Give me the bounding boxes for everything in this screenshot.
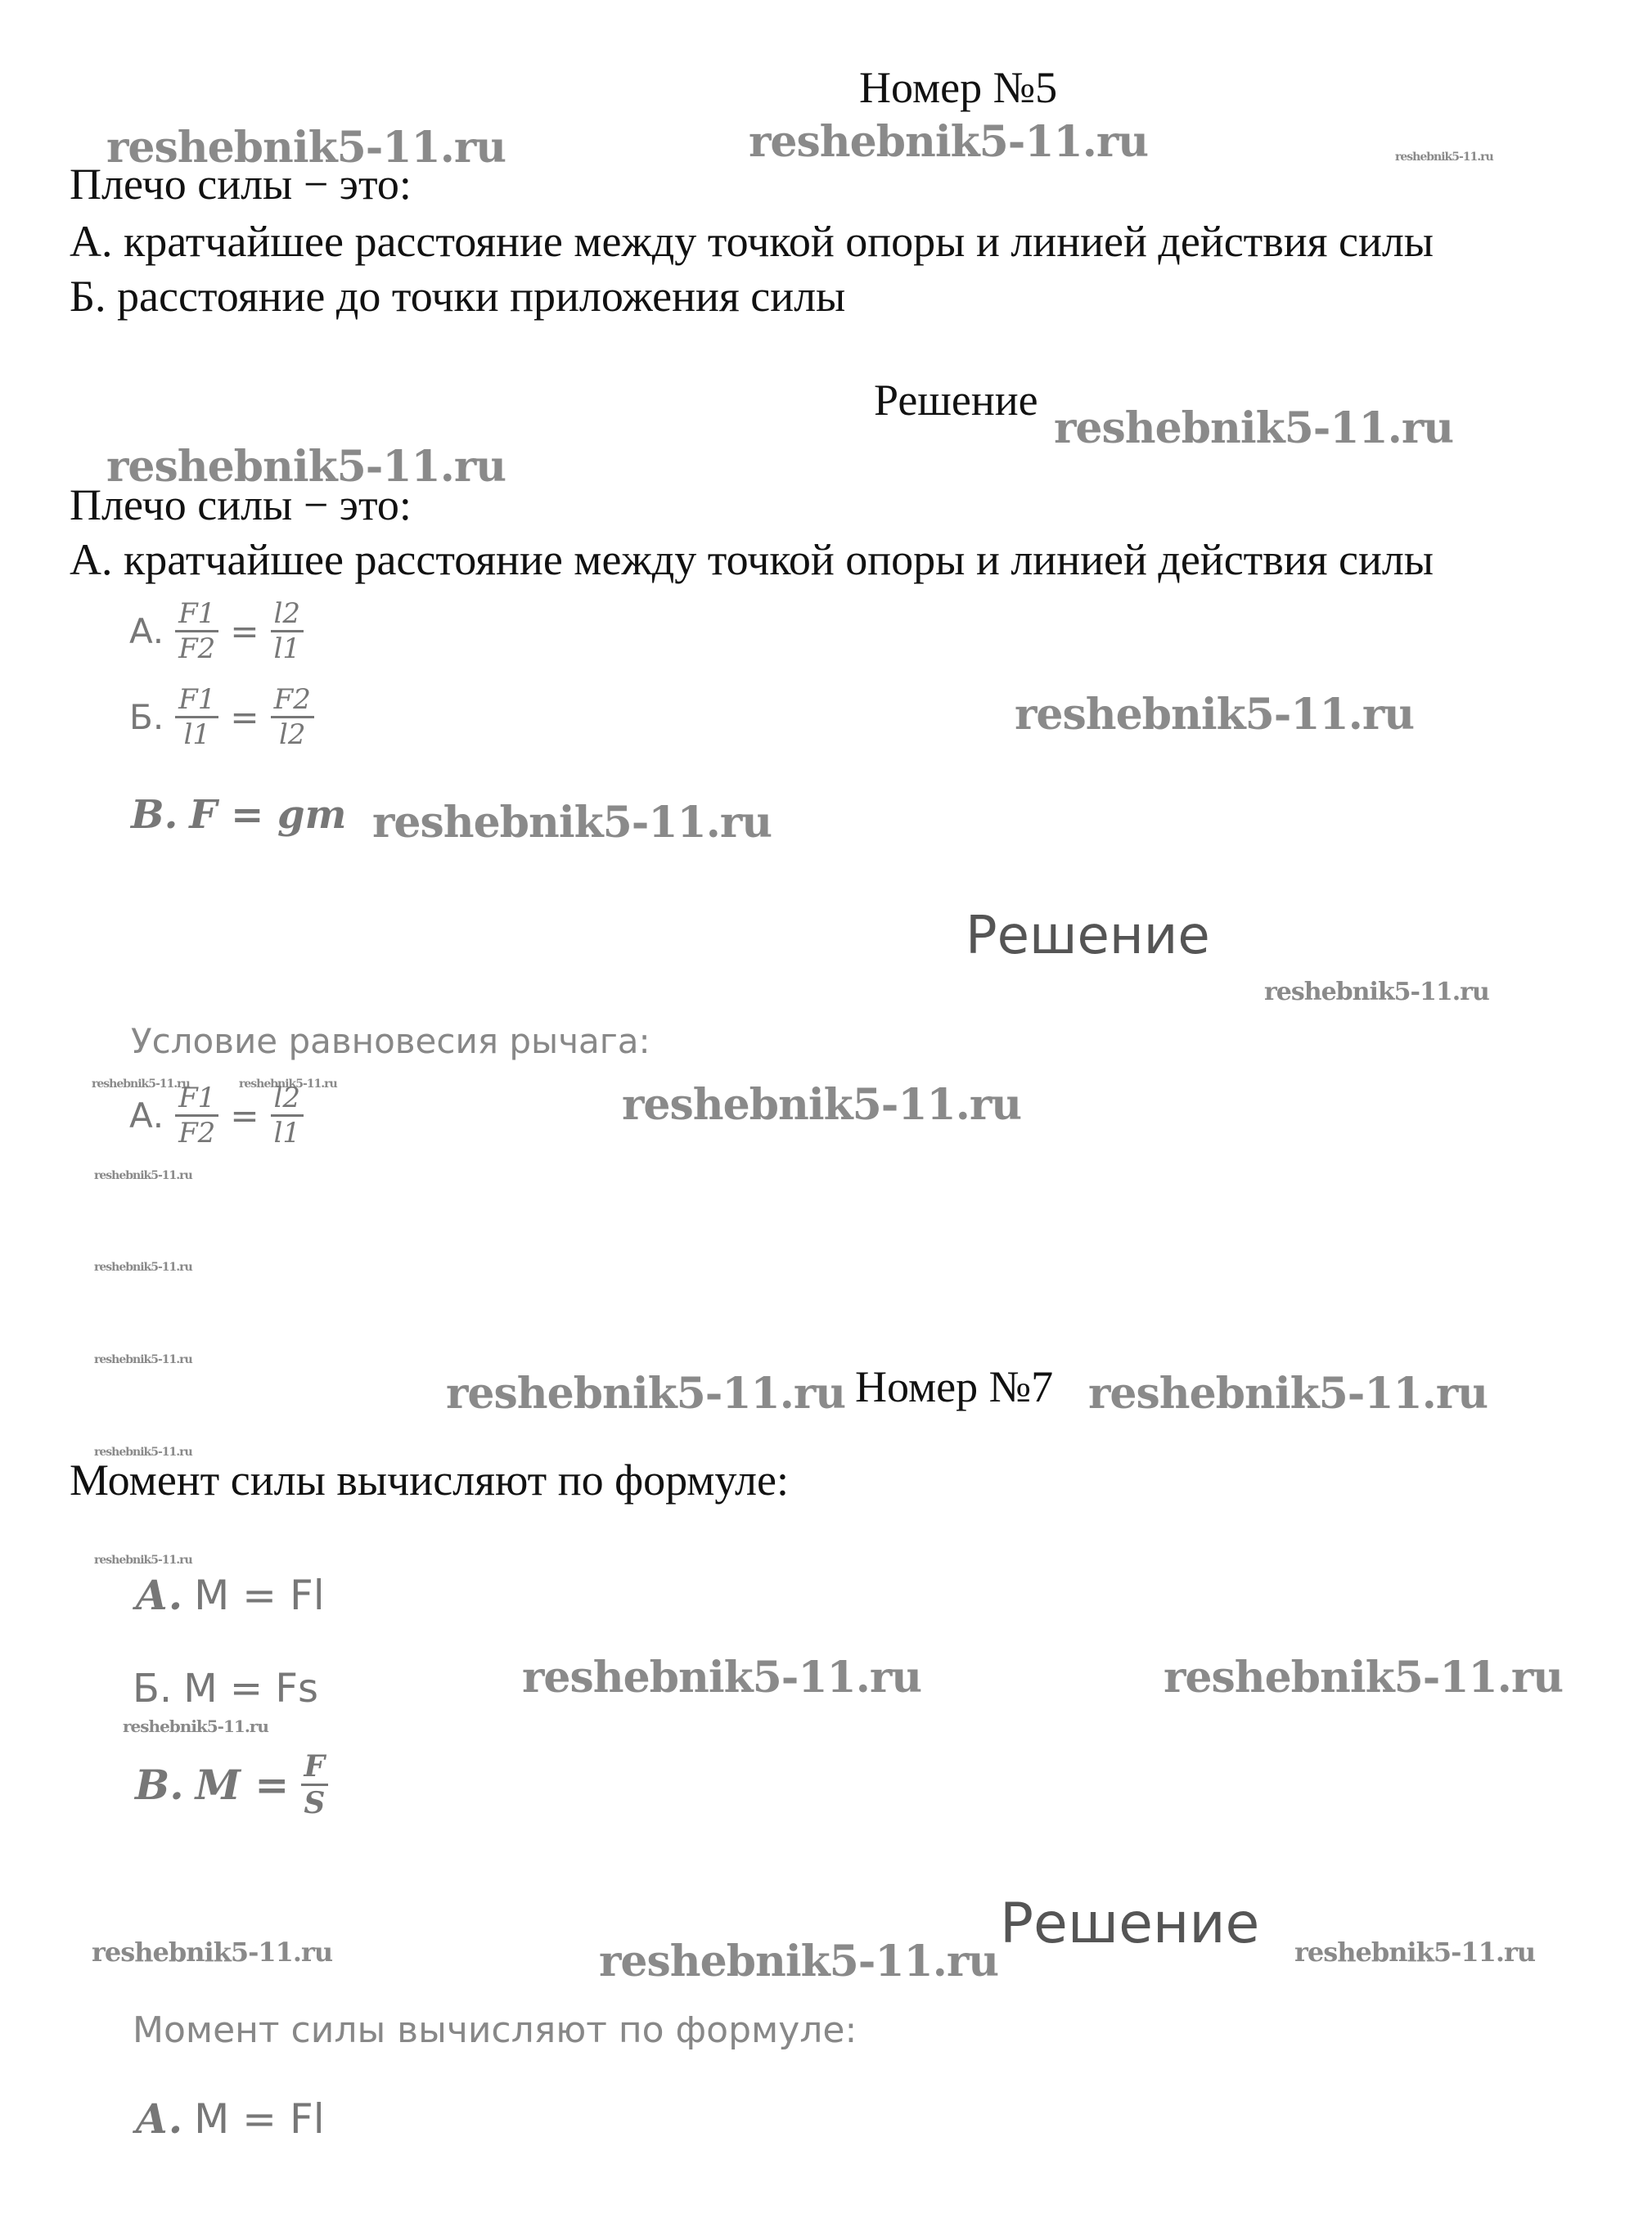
equals-sign: = <box>230 697 259 737</box>
denominator: l2 <box>278 718 306 751</box>
task7-question: Момент силы вычисляют по формуле: <box>70 1455 789 1505</box>
formula: F = gm <box>189 792 347 838</box>
task5-question: Плечо силы − это: <box>70 160 412 209</box>
task5-solution-heading: Решение <box>874 376 1038 425</box>
watermark: reshebnik5-11.ru <box>446 1369 846 1419</box>
fraction <box>175 597 218 665</box>
watermark: reshebnik5-11.ru <box>1088 1369 1488 1419</box>
option-label: А. <box>129 611 164 651</box>
numerator: l2 <box>271 597 304 632</box>
numerator: F1 <box>175 1082 218 1117</box>
task6-condition-text: Условие равновесия рычага: <box>131 1021 650 1061</box>
task5-option-a: А. кратчайшее расстояние между точкой опоры и линией действия силы <box>70 217 1434 266</box>
task7-option-a <box>135 1571 325 1619</box>
watermark: reshebnik5-11.ru <box>372 798 772 848</box>
watermark: reshebnik5-11.ru <box>123 1716 268 1736</box>
watermark: reshebnik5-11.ru <box>1015 690 1415 740</box>
watermark: reshebnik5-11.ru <box>92 1078 190 1091</box>
watermark: reshebnik5-11.ru <box>94 1169 192 1182</box>
watermark: reshebnik5-11.ru <box>1395 151 1493 164</box>
watermark: reshebnik5-11.ru <box>1164 1653 1564 1703</box>
task5-answer: А. кратчайшее расстояние между точкой опоры и линией действия силы <box>70 535 1434 584</box>
denominator: l1 <box>273 632 301 665</box>
denominator: F2 <box>178 632 216 665</box>
formula: M = Fl <box>194 2094 325 2143</box>
watermark: reshebnik5-11.ru <box>94 1554 192 1567</box>
fraction <box>271 1082 304 1149</box>
fraction <box>175 683 218 751</box>
task7-option-c <box>135 1749 328 1820</box>
task5-answer-question: Плечо силы − это: <box>70 480 412 529</box>
task6-option-b <box>129 683 314 751</box>
option-label: А. <box>135 1571 183 1619</box>
equals-sign: = <box>230 1096 259 1136</box>
numerator: l2 <box>271 1082 304 1117</box>
task6-solution-heading: Решение <box>966 906 1210 966</box>
task5-option-b: Б. расстояние до точки приложения силы <box>70 272 846 321</box>
numerator: F2 <box>271 683 314 718</box>
option-label: А. <box>129 1096 164 1136</box>
denominator: l1 <box>273 1117 301 1149</box>
option-label: А. <box>135 2094 183 2143</box>
task7-title: Номер №7 <box>855 1362 1054 1411</box>
watermark: reshebnik5-11.ru <box>622 1080 1022 1130</box>
watermark: reshebnik5-11.ru <box>599 1937 999 1986</box>
watermark: reshebnik5-11.ru <box>94 1353 192 1366</box>
option-label: В. <box>131 792 178 838</box>
fraction <box>271 683 314 751</box>
task7-solution-heading: Решение <box>1000 1892 1260 1956</box>
task5-title: Номер №5 <box>859 63 1058 112</box>
task6-option-c <box>131 792 346 838</box>
task7-option-b <box>133 1666 318 1712</box>
numerator: F1 <box>175 597 218 632</box>
watermark: reshebnik5-11.ru <box>1294 1937 1536 1968</box>
fraction <box>271 597 304 665</box>
watermark: reshebnik5-11.ru <box>749 117 1149 167</box>
task7-answer-question: Момент силы вычисляют по формуле: <box>133 2009 858 2051</box>
formula-lhs: M = <box>195 1761 290 1809</box>
denominator: F2 <box>178 1117 216 1149</box>
option-label: В. <box>135 1761 184 1809</box>
watermark: reshebnik5-11.ru <box>106 442 506 492</box>
watermark: reshebnik5-11.ru <box>1054 403 1454 453</box>
watermark: reshebnik5-11.ru <box>92 1937 333 1968</box>
equals-sign: = <box>230 611 259 651</box>
watermark: reshebnik5-11.ru <box>1264 978 1489 1006</box>
task6-option-a <box>129 597 304 665</box>
denominator: S <box>304 1786 326 1820</box>
fraction <box>300 1749 328 1820</box>
denominator: l1 <box>183 718 211 751</box>
watermark: reshebnik5-11.ru <box>239 1078 337 1091</box>
watermark: reshebnik5-11.ru <box>94 1261 192 1274</box>
numerator: F <box>301 1749 329 1786</box>
watermark: reshebnik5-11.ru <box>522 1653 922 1703</box>
task7-answer <box>135 2094 325 2143</box>
option-label: Б. <box>133 1666 173 1712</box>
watermark: reshebnik5-11.ru <box>106 123 506 173</box>
fraction <box>175 1082 218 1149</box>
numerator: F1 <box>175 683 218 718</box>
formula: M = Fs <box>183 1666 318 1712</box>
task6-answer <box>129 1082 304 1149</box>
option-label: Б. <box>129 697 164 737</box>
formula: M = Fl <box>194 1571 325 1619</box>
watermark: reshebnik5-11.ru <box>94 1446 192 1459</box>
